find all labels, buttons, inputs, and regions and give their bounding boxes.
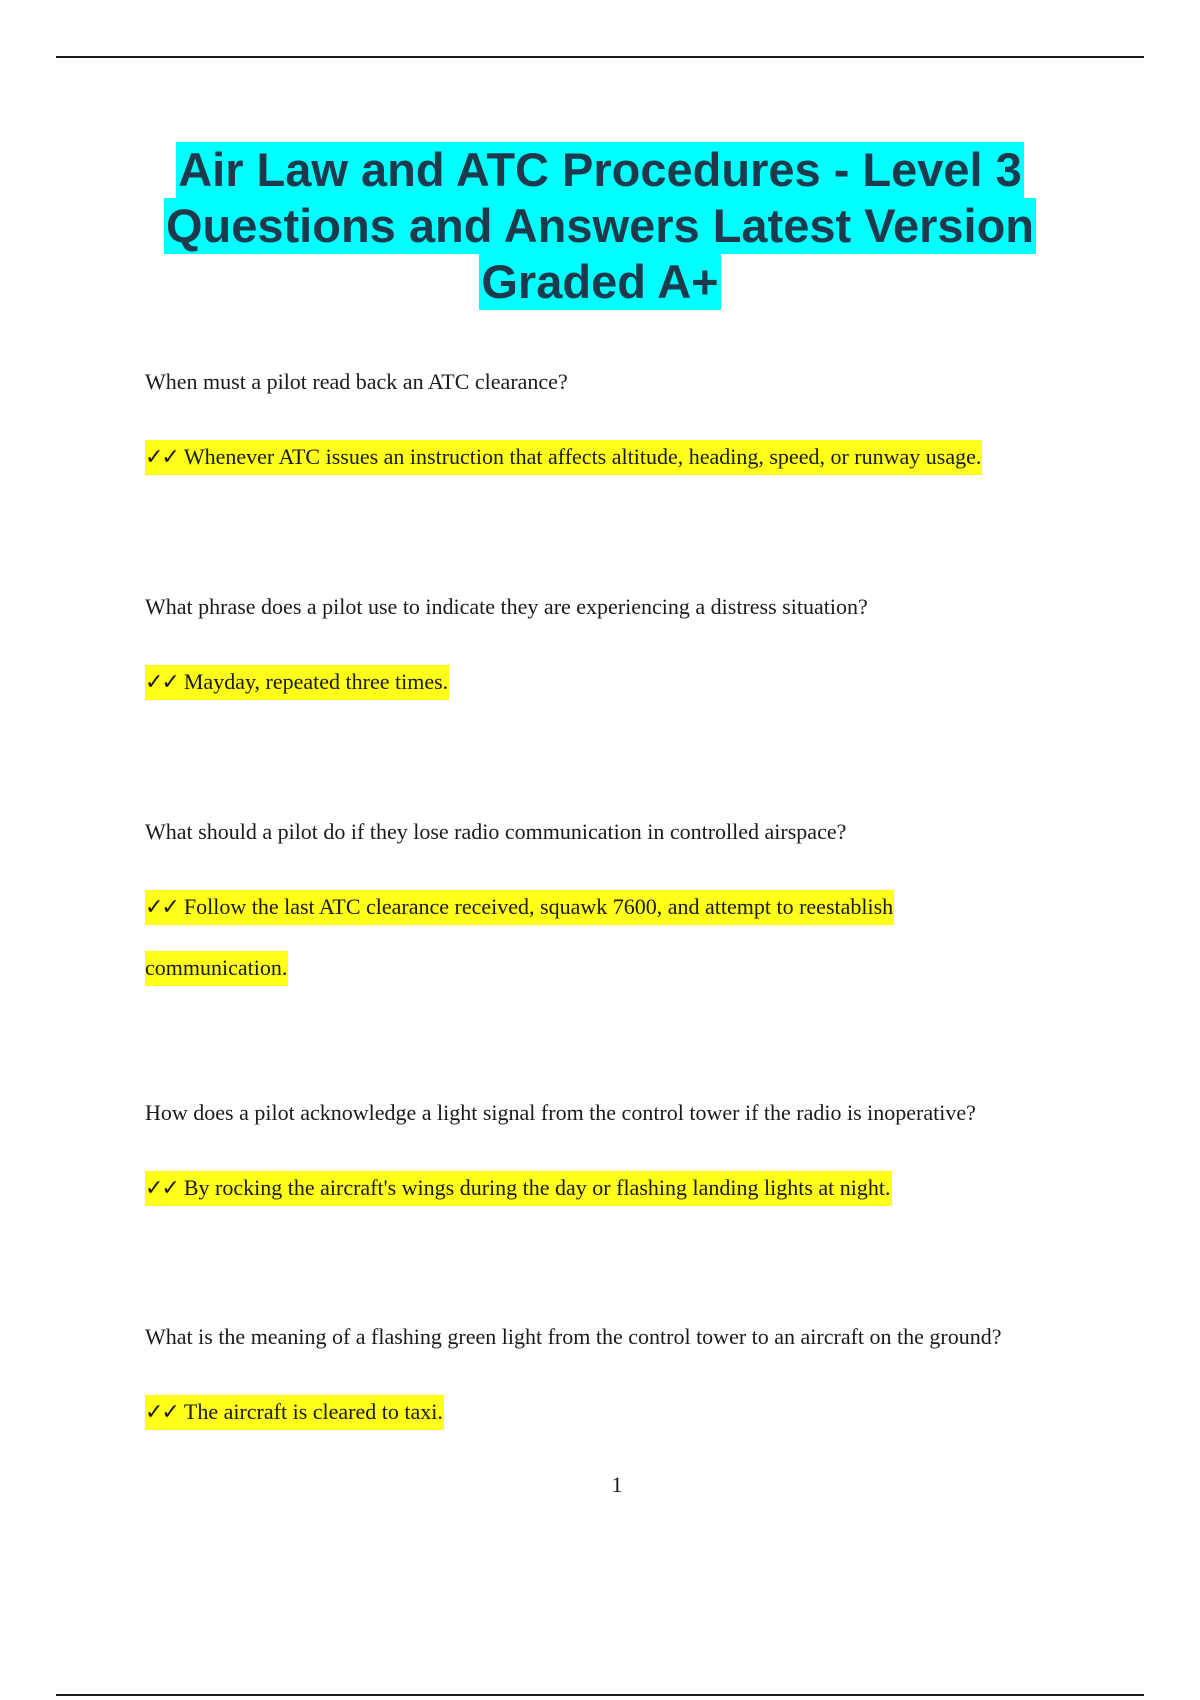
answer-highlight — [145, 1395, 444, 1430]
answer — [145, 877, 1015, 998]
question-text: What phrase does a pilot use to indicate they are experiencing a distress situation? — [145, 594, 868, 619]
answer-text: The aircraft is cleared to taxi. — [183, 1399, 443, 1424]
check-icon: ✓✓ — [145, 895, 178, 920]
check-icon: ✓✓ — [145, 1176, 178, 1201]
answer-highlight — [145, 440, 982, 475]
qa-item — [145, 1098, 1145, 1219]
question-text: How does a pilot acknowledge a light signal from the control tower if the radio is inoperative? — [145, 1100, 976, 1125]
title-line-2: Questions and Answers Latest Version — [165, 199, 1034, 252]
answer-text: Mayday, repeated three times. — [183, 669, 449, 694]
document-title — [100, 142, 1100, 310]
answer — [145, 427, 1145, 488]
answer-highlight — [145, 665, 449, 700]
page-number: 1 — [611, 1472, 623, 1497]
answer-text: Whenever ATC issues an instruction that affects altitude, heading, speed, or runway usage. — [183, 444, 982, 469]
qa-item — [145, 1322, 1145, 1443]
top-rule — [56, 56, 1144, 58]
question-text: What is the meaning of a flashing green light from the control tower to an aircraft on the ground? — [145, 1324, 1002, 1349]
check-icon: ✓✓ — [145, 670, 178, 695]
answer — [145, 1158, 1145, 1219]
question-text: What should a pilot do if they lose radio communication in controlled airspace? — [145, 819, 847, 844]
check-icon: ✓✓ — [145, 1400, 178, 1425]
qa-item — [145, 592, 1145, 713]
answer-text: By rocking the aircraft's wings during the day or flashing landing lights at night. — [183, 1175, 891, 1200]
check-icon: ✓✓ — [145, 445, 178, 470]
qa-item — [145, 817, 1015, 998]
qa-item — [145, 367, 1145, 488]
answer-highlight — [145, 890, 894, 986]
answer — [145, 1382, 1145, 1443]
answer-text: Follow the last ATC clearance received, squawk 7600, and attempt to reestablish communication. — [145, 894, 894, 980]
answer-highlight — [145, 1171, 892, 1206]
title-line-1: Air Law and ATC Procedures - Level 3 — [178, 143, 1022, 196]
bottom-rule — [56, 1694, 1144, 1696]
question-text: When must a pilot read back an ATC clearance? — [145, 369, 568, 394]
answer — [145, 652, 1145, 713]
title-line-3: Graded A+ — [481, 255, 719, 308]
